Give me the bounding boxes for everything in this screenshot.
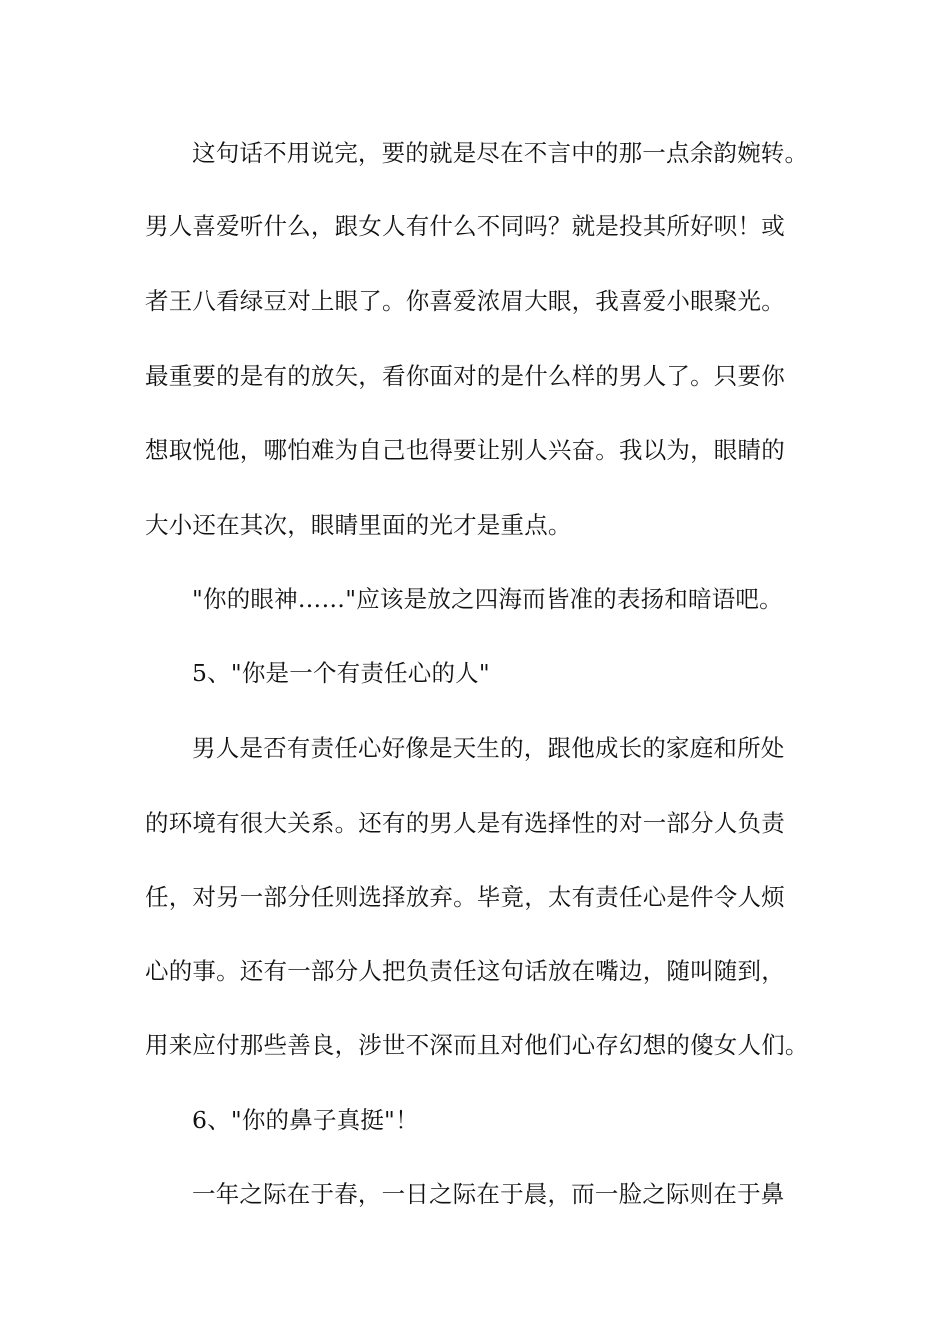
paragraph-line: 任，对另一部分任则选择放弃。毕竟，太有责任心是件令人烦	[145, 883, 785, 911]
paragraph-line: 心的事。还有一部分人把负责任这句话放在嘴边，随叫随到，	[145, 957, 785, 985]
paragraph-line: "你的眼神……"应该是放之四海而皆准的表扬和暗语吧。	[192, 585, 783, 613]
paragraph-line: 最重要的是有的放矢，看你面对的是什么样的男人了。只要你	[145, 362, 785, 390]
section-heading: 6、"你的鼻子真挺"！	[192, 1106, 419, 1134]
paragraph-line: 一年之际在于春，一日之际在于晨，而一脸之际则在于鼻	[192, 1180, 785, 1208]
paragraph-line: 的环境有很大关系。还有的男人是有选择性的对一部分人负责	[145, 809, 785, 837]
paragraph-line: 男人是否有责任心好像是天生的，跟他成长的家庭和所处	[192, 734, 785, 762]
section-heading: 5、"你是一个有责任心的人"	[192, 659, 490, 687]
paragraph-line: 男人喜爱听什么，跟女人有什么不同吗？就是投其所好呗！或	[145, 212, 785, 240]
paragraph-line: 大小还在其次，眼睛里面的光才是重点。	[145, 511, 572, 539]
paragraph-line: 这句话不用说完，要的就是尽在不言中的那一点余韵婉转。	[192, 139, 809, 167]
paragraph-line: 用来应付那些善良，涉世不深而且对他们心存幻想的傻女人们。	[145, 1031, 809, 1059]
paragraph-line: 者王八看绿豆对上眼了。你喜爱浓眉大眼，我喜爱小眼聚光。	[145, 287, 785, 315]
paragraph-line: 想取悦他，哪怕难为自己也得要让别人兴奋。我以为，眼睛的	[145, 436, 785, 464]
